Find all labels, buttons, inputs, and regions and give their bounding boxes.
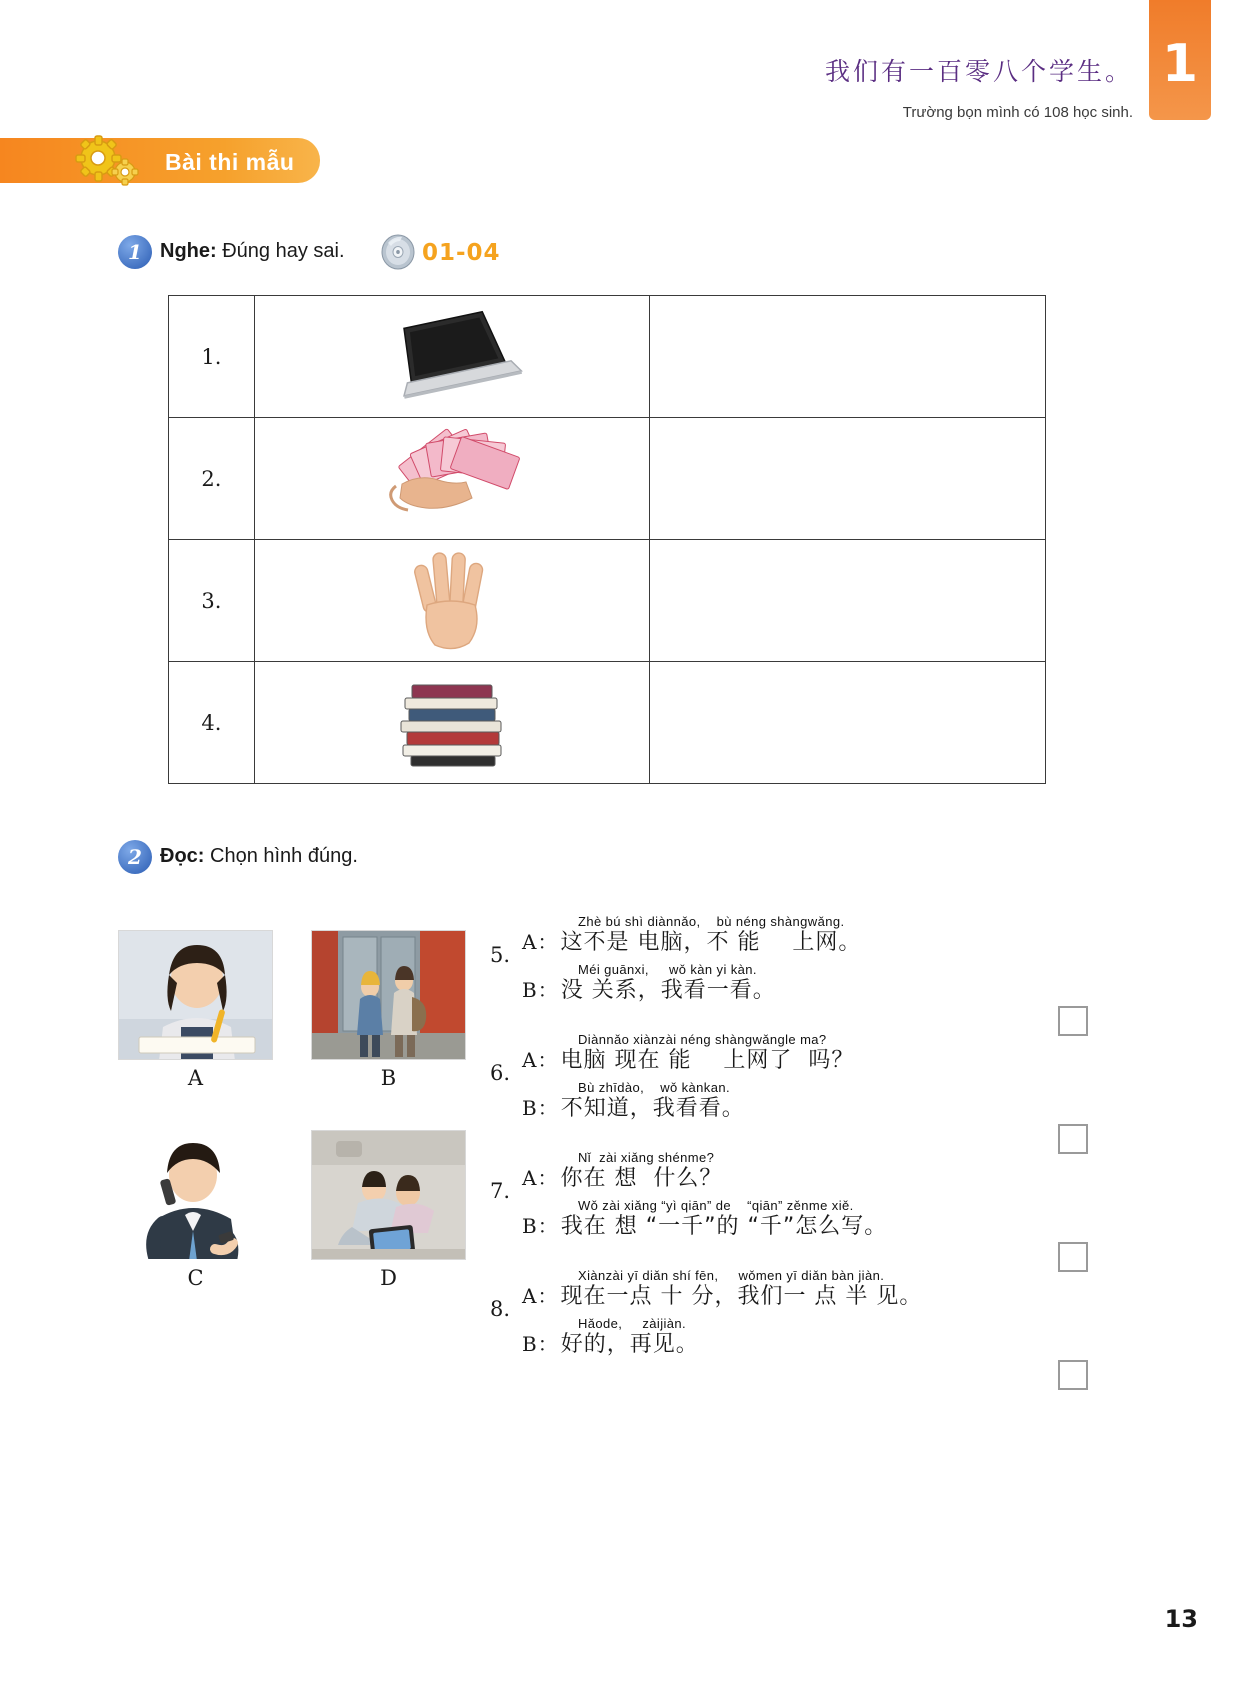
table-row <box>169 540 1046 662</box>
lesson-title-vietnamese: Trường bọn mình có 108 học sinh. <box>902 104 1133 121</box>
dialogue-line-a <box>490 1269 1070 1317</box>
hand-holding-banknotes-icon <box>362 426 542 531</box>
dialogue-pinyin: Zhè bú shì diànnǎo, bù néng shàngwǎng. <box>578 914 845 929</box>
speaker-label: A： <box>522 930 559 955</box>
dialogue-pinyin: Xiànzài yī diǎn shí fēn, wǒmen yī diǎn bàn jiàn. <box>578 1268 885 1283</box>
task-2-title-rest: Chọn hình đúng. <box>204 845 358 867</box>
dialogue-pinyin: Hǎode, zàijiàn. <box>578 1316 687 1331</box>
dialogue-pinyin: Nǐ zài xiǎng shénme? <box>578 1150 715 1165</box>
dialogue-item-8 <box>490 1269 1070 1365</box>
task-1-badge: 1 <box>118 235 152 269</box>
row-picture-books <box>254 662 649 784</box>
audio-track-number: 01-04 <box>422 240 501 266</box>
dialogue-line-b <box>490 1199 1070 1247</box>
children-with-tablet-on-floor-icon <box>312 1131 466 1260</box>
task-2-badge: 2 <box>118 840 152 874</box>
speaker-label: A： <box>522 1166 559 1191</box>
dialogue-number: 8. <box>490 1297 511 1321</box>
dialogue-list <box>490 915 1070 1387</box>
lesson-title-chinese: 我们有一百零八个学生。 <box>824 57 1133 86</box>
row-answer-box-1[interactable] <box>649 296 1045 418</box>
woman-on-phone-checking-watch-icon <box>119 1131 273 1260</box>
picture-frame-d <box>311 1130 466 1260</box>
speaker-label: B： <box>522 1214 559 1239</box>
dialogue-number: 7. <box>490 1179 511 1203</box>
table-row <box>169 418 1046 540</box>
row-number: 2. <box>169 418 255 540</box>
hanzi-text: 好的，再见。 <box>560 1332 699 1358</box>
dialogue-line-a <box>490 1151 1070 1199</box>
dialogue-hanzi <box>522 1095 1070 1124</box>
row-number: 4. <box>169 662 255 784</box>
dialogue-line-b <box>490 963 1070 1011</box>
row-answer-box-4[interactable] <box>649 662 1045 784</box>
table-row <box>169 296 1046 418</box>
row-picture-laptop <box>254 296 649 418</box>
unit-number-tab <box>1149 0 1211 120</box>
dialogue-pinyin: Méi guānxi, wǒ kàn yi kàn. <box>578 962 757 977</box>
picture-option-b[interactable] <box>311 930 466 1090</box>
row-picture-hand <box>254 540 649 662</box>
dialogue-number: 6. <box>490 1061 511 1085</box>
dialogue-pinyin: Wǒ zài xiǎng “yì qiān” de “qiān” zěnme xiě. <box>578 1198 854 1213</box>
task-1-title-rest: Đúng hay sai. <box>216 240 345 262</box>
task-2-title <box>160 845 358 868</box>
hanzi-text: 这不是 电脑，不 能 上网。 <box>560 930 862 956</box>
task-1-title <box>160 240 345 263</box>
table-row <box>169 662 1046 784</box>
hanzi-text: 我在 想 “一千”的 “千”怎么写。 <box>560 1214 888 1240</box>
task-1-title-bold: Nghe: <box>160 240 217 262</box>
dialogue-line-a <box>490 915 1070 963</box>
hanzi-text: 没 关系，我看一看。 <box>560 978 776 1004</box>
hanzi-text: 现在一点 十 分，我们一 点 半 见。 <box>560 1284 923 1310</box>
dialogue-line-b <box>490 1317 1070 1365</box>
speaker-label: B： <box>522 1332 559 1357</box>
hanzi-text: 你在 想 什么？ <box>560 1166 723 1192</box>
picture-letter-a: A <box>187 1066 204 1090</box>
task-2-title-bold: Đọc: <box>160 845 205 867</box>
dialogue-hanzi <box>522 977 1070 1006</box>
page-number: 13 <box>1164 1605 1198 1633</box>
picture-option-c[interactable] <box>118 1130 273 1290</box>
row-picture-banknotes <box>254 418 649 540</box>
dialogue-hanzi <box>522 1047 1070 1076</box>
picture-frame-c <box>118 1130 273 1260</box>
answer-checkbox-7[interactable] <box>1058 1242 1088 1272</box>
row-number: 3. <box>169 540 255 662</box>
row-number: 1. <box>169 296 255 418</box>
picture-letter-c: C <box>187 1266 204 1290</box>
open-hand-icon <box>397 543 507 658</box>
dialogue-hanzi <box>522 1165 1070 1194</box>
girl-studying-icon <box>119 931 273 1060</box>
speaker-label: A： <box>522 1048 559 1073</box>
dialogue-item-5 <box>490 915 1070 1011</box>
dialogue-number: 5. <box>490 943 511 967</box>
speaker-label: B： <box>522 978 559 1003</box>
stack-of-books-icon <box>377 673 527 773</box>
hanzi-text: 不知道，我看看。 <box>560 1096 745 1122</box>
dialogue-hanzi <box>522 929 1070 958</box>
laptop-icon <box>367 307 537 407</box>
dialogue-hanzi <box>522 1331 1070 1360</box>
dialogue-hanzi <box>522 1213 1070 1242</box>
answer-checkbox-6[interactable] <box>1058 1124 1088 1154</box>
dialogue-pinyin: Diànnǎo xiànzài néng shàngwǎngle ma? <box>578 1032 827 1047</box>
dialogue-item-7 <box>490 1151 1070 1247</box>
picture-option-a[interactable] <box>118 930 273 1090</box>
picture-option-d[interactable] <box>311 1130 466 1290</box>
students-at-lockers-icon <box>312 931 466 1060</box>
dialogue-line-a <box>490 1033 1070 1081</box>
answer-checkbox-8[interactable] <box>1058 1360 1088 1390</box>
cd-icon <box>378 232 418 272</box>
dialogue-item-6 <box>490 1033 1070 1129</box>
listening-task-table <box>168 295 1046 784</box>
row-answer-box-2[interactable] <box>649 418 1045 540</box>
dialogue-hanzi <box>522 1283 1070 1312</box>
unit-number: 1 <box>1161 34 1199 94</box>
answer-checkbox-5[interactable] <box>1058 1006 1088 1036</box>
section-ribbon-label: Bài thi mẫu <box>165 149 295 175</box>
picture-frame-a <box>118 930 273 1060</box>
row-answer-box-3[interactable] <box>649 540 1045 662</box>
picture-letter-b: B <box>380 1066 397 1090</box>
speaker-label: A： <box>522 1284 559 1309</box>
picture-letter-d: D <box>380 1266 397 1290</box>
speaker-label: B： <box>522 1096 559 1121</box>
dialogue-pinyin: Bù zhīdào, wǒ kànkan. <box>578 1080 730 1095</box>
dialogue-line-b <box>490 1081 1070 1129</box>
hanzi-text: 电脑 现在 能 上网了 吗？ <box>560 1048 855 1074</box>
picture-frame-b <box>311 930 466 1060</box>
gears-icon <box>68 128 148 188</box>
